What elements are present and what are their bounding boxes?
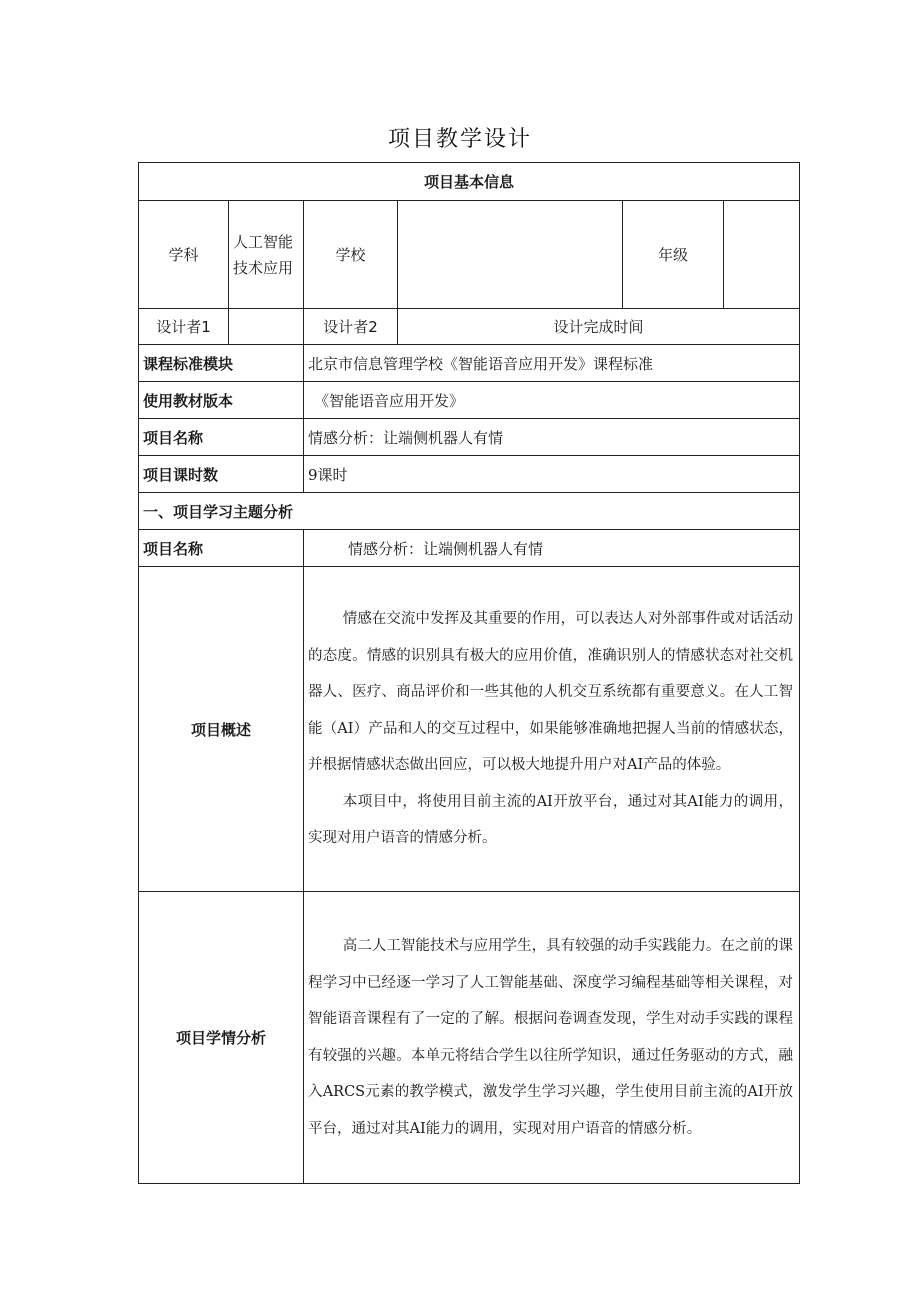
school-label: 学校 [304, 201, 398, 309]
designer1-value [229, 309, 304, 345]
subject-value [229, 201, 304, 309]
designer2-label: 设计者2 [304, 309, 398, 345]
overview-paragraph-1: 情感在交流中发挥及其重要的作用，可以表达人对外部事件或对话活动的态度。情感的识别具有极大的应用价值，准确识别人的情感状态对社交机器人、医疗、商品评价和一些其他的人机交互系统都有重要意义。在人工智能（AI）产品和人的交互过程中，如果能够准确地把握人当前的情感状态，并根据情感状态做出回应，可以极大地提升用户对AI产品的体验。 [308, 611, 794, 774]
overview-paragraph-2: 本项目中，将使用目前主流的AI开放平台，通过对其AI能力的调用，实现对用户语音的情感分析。 [308, 793, 794, 847]
hours-label: 项目课时数 [139, 456, 304, 493]
subject-row [139, 201, 800, 309]
section1-project-name-value: 情感分析：让端侧机器人有情 [304, 530, 800, 567]
overview-content [304, 567, 800, 892]
section1-project-name-row [139, 530, 800, 567]
standard-value: 北京市信息管理学校《智能语音应用开发》课程标准 [304, 345, 800, 382]
learner-analysis-content [304, 892, 800, 1184]
overview-row [139, 567, 800, 892]
project-design-table [138, 162, 800, 1184]
section1-project-name-label: 项目名称 [139, 530, 304, 567]
designer-row [139, 309, 800, 345]
hours-row [139, 456, 800, 493]
standard-row [139, 345, 800, 382]
hours-value: 9课时 [304, 456, 800, 493]
section1-header: 一、项目学习主题分析 [139, 493, 800, 530]
section1-header-row [139, 493, 800, 530]
textbook-value: 《智能语音应用开发》 [304, 382, 800, 419]
subject-value-line2: 技术应用 [233, 258, 294, 277]
school-value [398, 201, 623, 309]
subject-value-line1: 人工智能 [233, 232, 294, 251]
project-name-label: 项目名称 [139, 419, 304, 456]
grade-value [724, 201, 800, 309]
page-title: 项目教学设计 [387, 127, 532, 152]
basic-info-header: 项目基本信息 [139, 163, 800, 201]
completion-time-label: 设计完成时间 [398, 309, 800, 345]
textbook-row [139, 382, 800, 419]
subject-label: 学科 [139, 201, 229, 309]
grade-label: 年级 [623, 201, 724, 309]
learner-analysis-label: 项目学情分析 [139, 892, 304, 1184]
overview-label: 项目概述 [139, 567, 304, 892]
project-name-value: 情感分析：让端侧机器人有情 [304, 419, 800, 456]
standard-label: 课程标准模块 [139, 345, 304, 382]
designer1-label: 设计者1 [139, 309, 229, 345]
textbook-label: 使用教材版本 [139, 382, 304, 419]
learner-analysis-row [139, 892, 800, 1184]
basic-info-header-row [139, 163, 800, 201]
project-name-row [139, 419, 800, 456]
learner-analysis-paragraph: 高二人工智能技术与应用学生，具有较强的动手实践能力。在之前的课程学习中已经逐一学习了人工智能基础、深度学习编程基础等相关课程，对智能语音课程有了一定的了解。根据问卷调查发现，学生对动手实践的课程有较强的兴趣。本单元将结合学生以往所学知识，通过任务驱动的方式，融入ARCS元素的教学模式，激发学生学习兴趣，学生使用目前主流的AI开放平台，通过对其AI能力的调用，实现对用户语音的情感分析。 [308, 938, 794, 1137]
